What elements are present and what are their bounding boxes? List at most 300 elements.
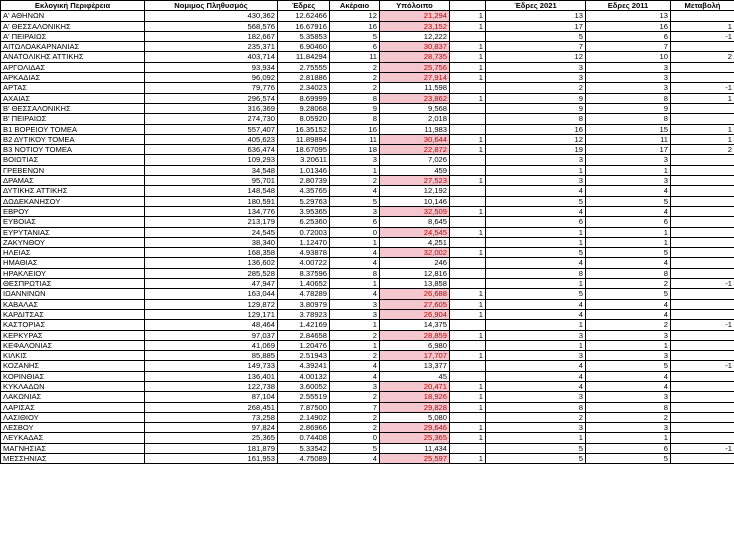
- integer-seats-cell: 1: [330, 165, 380, 175]
- table-row: [1, 289, 734, 299]
- remainder-cell: 23,152: [380, 21, 450, 31]
- remainder-cell: 10,146: [380, 196, 450, 206]
- seats-quota-cell: 11.89894: [278, 134, 330, 144]
- integer-seats-cell: 3: [330, 155, 380, 165]
- change-cell: [671, 196, 734, 206]
- population-cell: 87,104: [145, 392, 278, 402]
- population-cell: 568,576: [145, 21, 278, 31]
- table-row: [1, 361, 734, 371]
- change-cell: [671, 433, 734, 443]
- table-row: [1, 340, 734, 350]
- extra-seat-cell: [450, 258, 486, 268]
- integer-seats-cell: 6: [330, 217, 380, 227]
- seats-2011-cell: 3: [586, 176, 671, 186]
- integer-seats-cell: 5: [330, 31, 380, 41]
- change-cell: [671, 330, 734, 340]
- population-cell: 430,362: [145, 11, 278, 21]
- seats-2021-cell: 4: [486, 206, 586, 216]
- integer-seats-cell: 2: [330, 83, 380, 93]
- region-name-cell: ΔΩΔΕΚΑΝΗΣΟΥ: [1, 196, 145, 206]
- integer-seats-cell: 3: [330, 381, 380, 391]
- extra-seat-cell: 1: [450, 402, 486, 412]
- seats-2011-cell: 4: [586, 206, 671, 216]
- population-cell: 316,369: [145, 103, 278, 113]
- change-cell: [671, 423, 734, 433]
- population-cell: 85,885: [145, 351, 278, 361]
- seats-2011-cell: 5: [586, 289, 671, 299]
- region-name-cell: Α' ΑΘΗΝΩΝ: [1, 11, 145, 21]
- seats-2021-cell: 1: [486, 320, 586, 330]
- population-cell: 182,667: [145, 31, 278, 41]
- seats-2021-cell: 1: [486, 279, 586, 289]
- integer-seats-cell: 11: [330, 52, 380, 62]
- table-row: [1, 320, 734, 330]
- seats-2021-cell: 7: [486, 42, 586, 52]
- population-cell: 163,044: [145, 289, 278, 299]
- seats-2021-cell: 8: [486, 268, 586, 278]
- integer-seats-cell: 12: [330, 11, 380, 21]
- extra-seat-cell: 1: [450, 21, 486, 31]
- remainder-cell: 27,914: [380, 73, 450, 83]
- table-row: [1, 412, 734, 422]
- seats-2021-cell: 1: [486, 340, 586, 350]
- integer-seats-cell: 4: [330, 248, 380, 258]
- population-cell: 161,953: [145, 454, 278, 464]
- header-cell: Εκλογική Περιφέρεια: [1, 1, 145, 11]
- seats-quota-cell: 3.78923: [278, 309, 330, 319]
- header-row: [1, 1, 734, 11]
- remainder-cell: 28,859: [380, 330, 450, 340]
- remainder-cell: 25,756: [380, 62, 450, 72]
- table-row: [1, 309, 734, 319]
- seats-quota-cell: 8.05920: [278, 114, 330, 124]
- remainder-cell: 29,828: [380, 402, 450, 412]
- remainder-cell: 22,872: [380, 145, 450, 155]
- table-row: [1, 351, 734, 361]
- seats-2021-cell: 1: [486, 433, 586, 443]
- region-name-cell: ΑΝΑΤΟΛΙΚΗΣ ΑΤΤΙΚΗΣ: [1, 52, 145, 62]
- region-name-cell: ΓΡΕΒΕΝΩΝ: [1, 165, 145, 175]
- region-name-cell: Β1 ΒΟΡΕΙΟΥ ΤΟΜΕΑ: [1, 124, 145, 134]
- seats-quota-cell: 3.60052: [278, 381, 330, 391]
- region-name-cell: ΚΕΡΚΥΡΑΣ: [1, 330, 145, 340]
- population-cell: 48,464: [145, 320, 278, 330]
- seats-2011-cell: 4: [586, 309, 671, 319]
- population-cell: 129,872: [145, 299, 278, 309]
- seats-quota-cell: 1.42169: [278, 320, 330, 330]
- seats-2011-cell: 2: [586, 279, 671, 289]
- seats-quota-cell: 1.20476: [278, 340, 330, 350]
- extra-seat-cell: 1: [450, 392, 486, 402]
- region-name-cell: ΜΕΣΣΗΝΙΑΣ: [1, 454, 145, 464]
- integer-seats-cell: 11: [330, 134, 380, 144]
- change-cell: -1: [671, 443, 734, 453]
- population-cell: 97,037: [145, 330, 278, 340]
- region-name-cell: ΒΟΙΩΤΙΑΣ: [1, 155, 145, 165]
- table-row: [1, 279, 734, 289]
- remainder-cell: 13,858: [380, 279, 450, 289]
- table-row: [1, 11, 734, 21]
- change-cell: [671, 42, 734, 52]
- extra-seat-cell: 1: [450, 52, 486, 62]
- seats-2011-cell: 8: [586, 114, 671, 124]
- seats-quota-cell: 2.86966: [278, 423, 330, 433]
- population-cell: 557,407: [145, 124, 278, 134]
- table-row: [1, 52, 734, 62]
- remainder-cell: 9,568: [380, 103, 450, 113]
- extra-seat-cell: [450, 371, 486, 381]
- table-row: [1, 196, 734, 206]
- table-row: [1, 454, 734, 464]
- seats-2011-cell: 3: [586, 423, 671, 433]
- change-cell: -1: [671, 31, 734, 41]
- integer-seats-cell: 1: [330, 237, 380, 247]
- population-cell: 136,602: [145, 258, 278, 268]
- integer-seats-cell: 2: [330, 412, 380, 422]
- table-row: [1, 73, 734, 83]
- seats-2021-cell: 1: [486, 165, 586, 175]
- seats-quota-cell: 7.87500: [278, 402, 330, 412]
- change-cell: [671, 309, 734, 319]
- seats-2011-cell: 6: [586, 443, 671, 453]
- seats-2011-cell: 17: [586, 145, 671, 155]
- seats-2021-cell: 3: [486, 330, 586, 340]
- remainder-cell: 11,598: [380, 83, 450, 93]
- table-row: [1, 392, 734, 402]
- seats-2011-cell: 3: [586, 62, 671, 72]
- integer-seats-cell: 7: [330, 402, 380, 412]
- seats-2011-cell: 11: [586, 134, 671, 144]
- seats-2021-cell: 4: [486, 371, 586, 381]
- population-cell: 79,776: [145, 83, 278, 93]
- seats-2021-cell: 3: [486, 73, 586, 83]
- seats-quota-cell: 5.29763: [278, 196, 330, 206]
- seats-2021-cell: 4: [486, 299, 586, 309]
- seats-2011-cell: 5: [586, 454, 671, 464]
- seats-2011-cell: 3: [586, 73, 671, 83]
- seats-quota-cell: 11.84294: [278, 52, 330, 62]
- change-cell: [671, 103, 734, 113]
- population-cell: 129,171: [145, 309, 278, 319]
- seats-2021-cell: 19: [486, 145, 586, 155]
- table-row: [1, 42, 734, 52]
- seats-quota-cell: 0.72003: [278, 227, 330, 237]
- seats-2021-cell: 3: [486, 176, 586, 186]
- seats-quota-cell: 5.35853: [278, 31, 330, 41]
- header-cell: Υπόλοιπο: [380, 1, 450, 11]
- region-name-cell: ΗΜΑΘΙΑΣ: [1, 258, 145, 268]
- table-row: [1, 83, 734, 93]
- extra-seat-cell: 1: [450, 227, 486, 237]
- extra-seat-cell: [450, 217, 486, 227]
- population-cell: 73,258: [145, 412, 278, 422]
- population-cell: 24,545: [145, 227, 278, 237]
- seats-2021-cell: 5: [486, 443, 586, 453]
- seats-quota-cell: 2.34023: [278, 83, 330, 93]
- change-cell: [671, 289, 734, 299]
- seats-quota-cell: 4.00722: [278, 258, 330, 268]
- extra-seat-cell: 1: [450, 433, 486, 443]
- change-cell: -1: [671, 320, 734, 330]
- seats-2011-cell: 4: [586, 186, 671, 196]
- integer-seats-cell: 18: [330, 145, 380, 155]
- integer-seats-cell: 8: [330, 114, 380, 124]
- remainder-cell: 7,026: [380, 155, 450, 165]
- seats-2021-cell: 4: [486, 361, 586, 371]
- seats-2011-cell: 3: [586, 155, 671, 165]
- extra-seat-cell: [450, 340, 486, 350]
- seats-2011-cell: 8: [586, 402, 671, 412]
- extra-seat-cell: [450, 268, 486, 278]
- region-name-cell: Β2 ΔΥΤΙΚΟΥ ΤΟΜΕΑ: [1, 134, 145, 144]
- change-cell: [671, 155, 734, 165]
- header-cell: Μεταβολή: [671, 1, 734, 11]
- table-body: [1, 11, 734, 464]
- remainder-cell: 12,816: [380, 268, 450, 278]
- seats-2021-cell: 17: [486, 21, 586, 31]
- table-row: [1, 248, 734, 258]
- seats-2011-cell: 8: [586, 93, 671, 103]
- remainder-cell: 27,523: [380, 176, 450, 186]
- remainder-cell: 20,471: [380, 381, 450, 391]
- region-name-cell: ΕΥΒΟΙΑΣ: [1, 217, 145, 227]
- change-cell: -1: [671, 83, 734, 93]
- population-cell: 403,714: [145, 52, 278, 62]
- table-row: [1, 258, 734, 268]
- extra-seat-cell: [450, 196, 486, 206]
- change-cell: 1: [671, 124, 734, 134]
- integer-seats-cell: 1: [330, 320, 380, 330]
- seats-2011-cell: 3: [586, 330, 671, 340]
- remainder-cell: 8,645: [380, 217, 450, 227]
- integer-seats-cell: 2: [330, 62, 380, 72]
- region-name-cell: ΚΕΦΑΛΟΝΙΑΣ: [1, 340, 145, 350]
- seats-2011-cell: 6: [586, 31, 671, 41]
- seats-2021-cell: 9: [486, 93, 586, 103]
- remainder-cell: 12,192: [380, 186, 450, 196]
- region-name-cell: Α' ΠΕΙΡΑΙΩΣ: [1, 31, 145, 41]
- integer-seats-cell: 4: [330, 186, 380, 196]
- seats-2021-cell: 4: [486, 309, 586, 319]
- extra-seat-cell: [450, 186, 486, 196]
- seats-2021-cell: 5: [486, 31, 586, 41]
- integer-seats-cell: 3: [330, 206, 380, 216]
- seats-2011-cell: 5: [586, 361, 671, 371]
- region-name-cell: ΛΑΡΙΣΑΣ: [1, 402, 145, 412]
- population-cell: 134,776: [145, 206, 278, 216]
- remainder-cell: 14,375: [380, 320, 450, 330]
- remainder-cell: 17,707: [380, 351, 450, 361]
- region-name-cell: ΗΛΕΙΑΣ: [1, 248, 145, 258]
- change-cell: 1: [671, 93, 734, 103]
- integer-seats-cell: 4: [330, 454, 380, 464]
- integer-seats-cell: 5: [330, 443, 380, 453]
- population-cell: 235,371: [145, 42, 278, 52]
- region-name-cell: ΚΟΖΑΝΗΣ: [1, 361, 145, 371]
- extra-seat-cell: [450, 412, 486, 422]
- remainder-cell: 26,688: [380, 289, 450, 299]
- seats-2011-cell: 10: [586, 52, 671, 62]
- seats-2021-cell: 3: [486, 62, 586, 72]
- region-name-cell: ΛΕΥΚΑΔΑΣ: [1, 433, 145, 443]
- header-cell: Έδρες 2021: [486, 1, 586, 11]
- population-cell: 97,824: [145, 423, 278, 433]
- seats-quota-cell: 2.81886: [278, 73, 330, 83]
- region-name-cell: ΜΑΓΝΗΣΙΑΣ: [1, 443, 145, 453]
- change-cell: -1: [671, 361, 734, 371]
- remainder-cell: 45: [380, 371, 450, 381]
- change-cell: [671, 454, 734, 464]
- extra-seat-cell: 1: [450, 330, 486, 340]
- region-name-cell: Β' ΠΕΙΡΑΙΩΣ: [1, 114, 145, 124]
- extra-seat-cell: [450, 279, 486, 289]
- seats-2011-cell: 16: [586, 21, 671, 31]
- region-name-cell: ΙΩΑΝΝΙΝΩΝ: [1, 289, 145, 299]
- seats-quota-cell: 2.14902: [278, 412, 330, 422]
- table-row: [1, 93, 734, 103]
- seats-quota-cell: 3.80979: [278, 299, 330, 309]
- change-cell: [671, 114, 734, 124]
- integer-seats-cell: 2: [330, 176, 380, 186]
- seats-quota-cell: 4.75089: [278, 454, 330, 464]
- population-cell: 274,730: [145, 114, 278, 124]
- extra-seat-cell: 1: [450, 134, 486, 144]
- region-name-cell: ΛΕΣΒΟΥ: [1, 423, 145, 433]
- seats-quota-cell: 8.69999: [278, 93, 330, 103]
- table-row: [1, 155, 734, 165]
- seats-2011-cell: 3: [586, 83, 671, 93]
- header-cell: Ακέραιο: [330, 1, 380, 11]
- integer-seats-cell: 16: [330, 21, 380, 31]
- table-row: [1, 268, 734, 278]
- seats-2011-cell: 3: [586, 392, 671, 402]
- population-cell: 405,623: [145, 134, 278, 144]
- seats-quota-cell: 3.20611: [278, 155, 330, 165]
- seats-2021-cell: 1: [486, 227, 586, 237]
- seats-quota-cell: 4.93878: [278, 248, 330, 258]
- change-cell: 1: [671, 134, 734, 144]
- change-cell: 2: [671, 145, 734, 155]
- integer-seats-cell: 3: [330, 309, 380, 319]
- seats-quota-cell: 6.90460: [278, 42, 330, 52]
- seats-2021-cell: 3: [486, 351, 586, 361]
- region-name-cell: ΔΡΑΜΑΣ: [1, 176, 145, 186]
- integer-seats-cell: 4: [330, 258, 380, 268]
- seats-2021-cell: 4: [486, 258, 586, 268]
- change-cell: [671, 392, 734, 402]
- remainder-cell: 2,018: [380, 114, 450, 124]
- population-cell: 213,179: [145, 217, 278, 227]
- population-cell: 93,934: [145, 62, 278, 72]
- population-cell: 109,293: [145, 155, 278, 165]
- integer-seats-cell: 4: [330, 371, 380, 381]
- table-row: [1, 206, 734, 216]
- seats-2021-cell: 4: [486, 381, 586, 391]
- population-cell: 122,738: [145, 381, 278, 391]
- seats-quota-cell: 4.35765: [278, 186, 330, 196]
- change-cell: [671, 62, 734, 72]
- extra-seat-cell: 1: [450, 206, 486, 216]
- seats-2021-cell: 12: [486, 52, 586, 62]
- extra-seat-cell: [450, 237, 486, 247]
- population-cell: 95,701: [145, 176, 278, 186]
- integer-seats-cell: 2: [330, 423, 380, 433]
- seats-2011-cell: 4: [586, 381, 671, 391]
- seats-2011-cell: 7: [586, 42, 671, 52]
- seats-2011-cell: 4: [586, 299, 671, 309]
- remainder-cell: 26,904: [380, 309, 450, 319]
- change-cell: [671, 402, 734, 412]
- extra-seat-cell: 1: [450, 454, 486, 464]
- region-name-cell: Β3 ΝΟΤΙΟΥ ΤΟΜΕΑ: [1, 145, 145, 155]
- region-name-cell: ΚΙΛΚΙΣ: [1, 351, 145, 361]
- region-name-cell: ΘΕΣΠΡΩΤΙΑΣ: [1, 279, 145, 289]
- region-name-cell: ΑΡΤΑΣ: [1, 83, 145, 93]
- seats-2011-cell: 1: [586, 237, 671, 247]
- seats-2011-cell: 3: [586, 351, 671, 361]
- seats-quota-cell: 3.95365: [278, 206, 330, 216]
- remainder-cell: 13,377: [380, 361, 450, 371]
- table-row: [1, 31, 734, 41]
- population-cell: 96,092: [145, 73, 278, 83]
- region-name-cell: ΛΑΣΙΘΙΟΥ: [1, 412, 145, 422]
- integer-seats-cell: 1: [330, 279, 380, 289]
- change-cell: 2: [671, 52, 734, 62]
- header-cell: [450, 1, 486, 11]
- seats-2021-cell: 2: [486, 83, 586, 93]
- change-cell: [671, 11, 734, 21]
- change-cell: [671, 237, 734, 247]
- table-row: [1, 237, 734, 247]
- change-cell: [671, 248, 734, 258]
- seats-2021-cell: 5: [486, 289, 586, 299]
- seats-2021-cell: 5: [486, 248, 586, 258]
- remainder-cell: 11,983: [380, 124, 450, 134]
- table-row: [1, 299, 734, 309]
- region-name-cell: ΑΡΓΟΛΙΔΑΣ: [1, 62, 145, 72]
- integer-seats-cell: 2: [330, 351, 380, 361]
- integer-seats-cell: 8: [330, 268, 380, 278]
- remainder-cell: 6,980: [380, 340, 450, 350]
- region-name-cell: ΕΥΡΥΤΑΝΙΑΣ: [1, 227, 145, 237]
- integer-seats-cell: 6: [330, 42, 380, 52]
- seats-quota-cell: 1.12470: [278, 237, 330, 247]
- seats-2021-cell: 2: [486, 412, 586, 422]
- table-row: [1, 433, 734, 443]
- remainder-cell: 21,294: [380, 11, 450, 21]
- remainder-cell: 25,365: [380, 433, 450, 443]
- change-cell: [671, 217, 734, 227]
- extra-seat-cell: 1: [450, 299, 486, 309]
- table-row: [1, 165, 734, 175]
- seats-quota-cell: 2.51943: [278, 351, 330, 361]
- region-name-cell: ΚΑΒΑΛΑΣ: [1, 299, 145, 309]
- seats-2021-cell: 9: [486, 103, 586, 113]
- seats-2021-cell: 5: [486, 454, 586, 464]
- region-name-cell: Β' ΘΕΣΣΑΛΟΝΙΚΗΣ: [1, 103, 145, 113]
- extra-seat-cell: 1: [450, 42, 486, 52]
- table-row: [1, 443, 734, 453]
- remainder-cell: 32,002: [380, 248, 450, 258]
- seats-quota-cell: 4.39241: [278, 361, 330, 371]
- seats-2011-cell: 2: [586, 412, 671, 422]
- population-cell: 268,451: [145, 402, 278, 412]
- region-name-cell: ΚΑΣΤΟΡΙΑΣ: [1, 320, 145, 330]
- change-cell: [671, 412, 734, 422]
- population-cell: 180,591: [145, 196, 278, 206]
- seats-quota-cell: 6.25360: [278, 217, 330, 227]
- extra-seat-cell: 1: [450, 145, 486, 155]
